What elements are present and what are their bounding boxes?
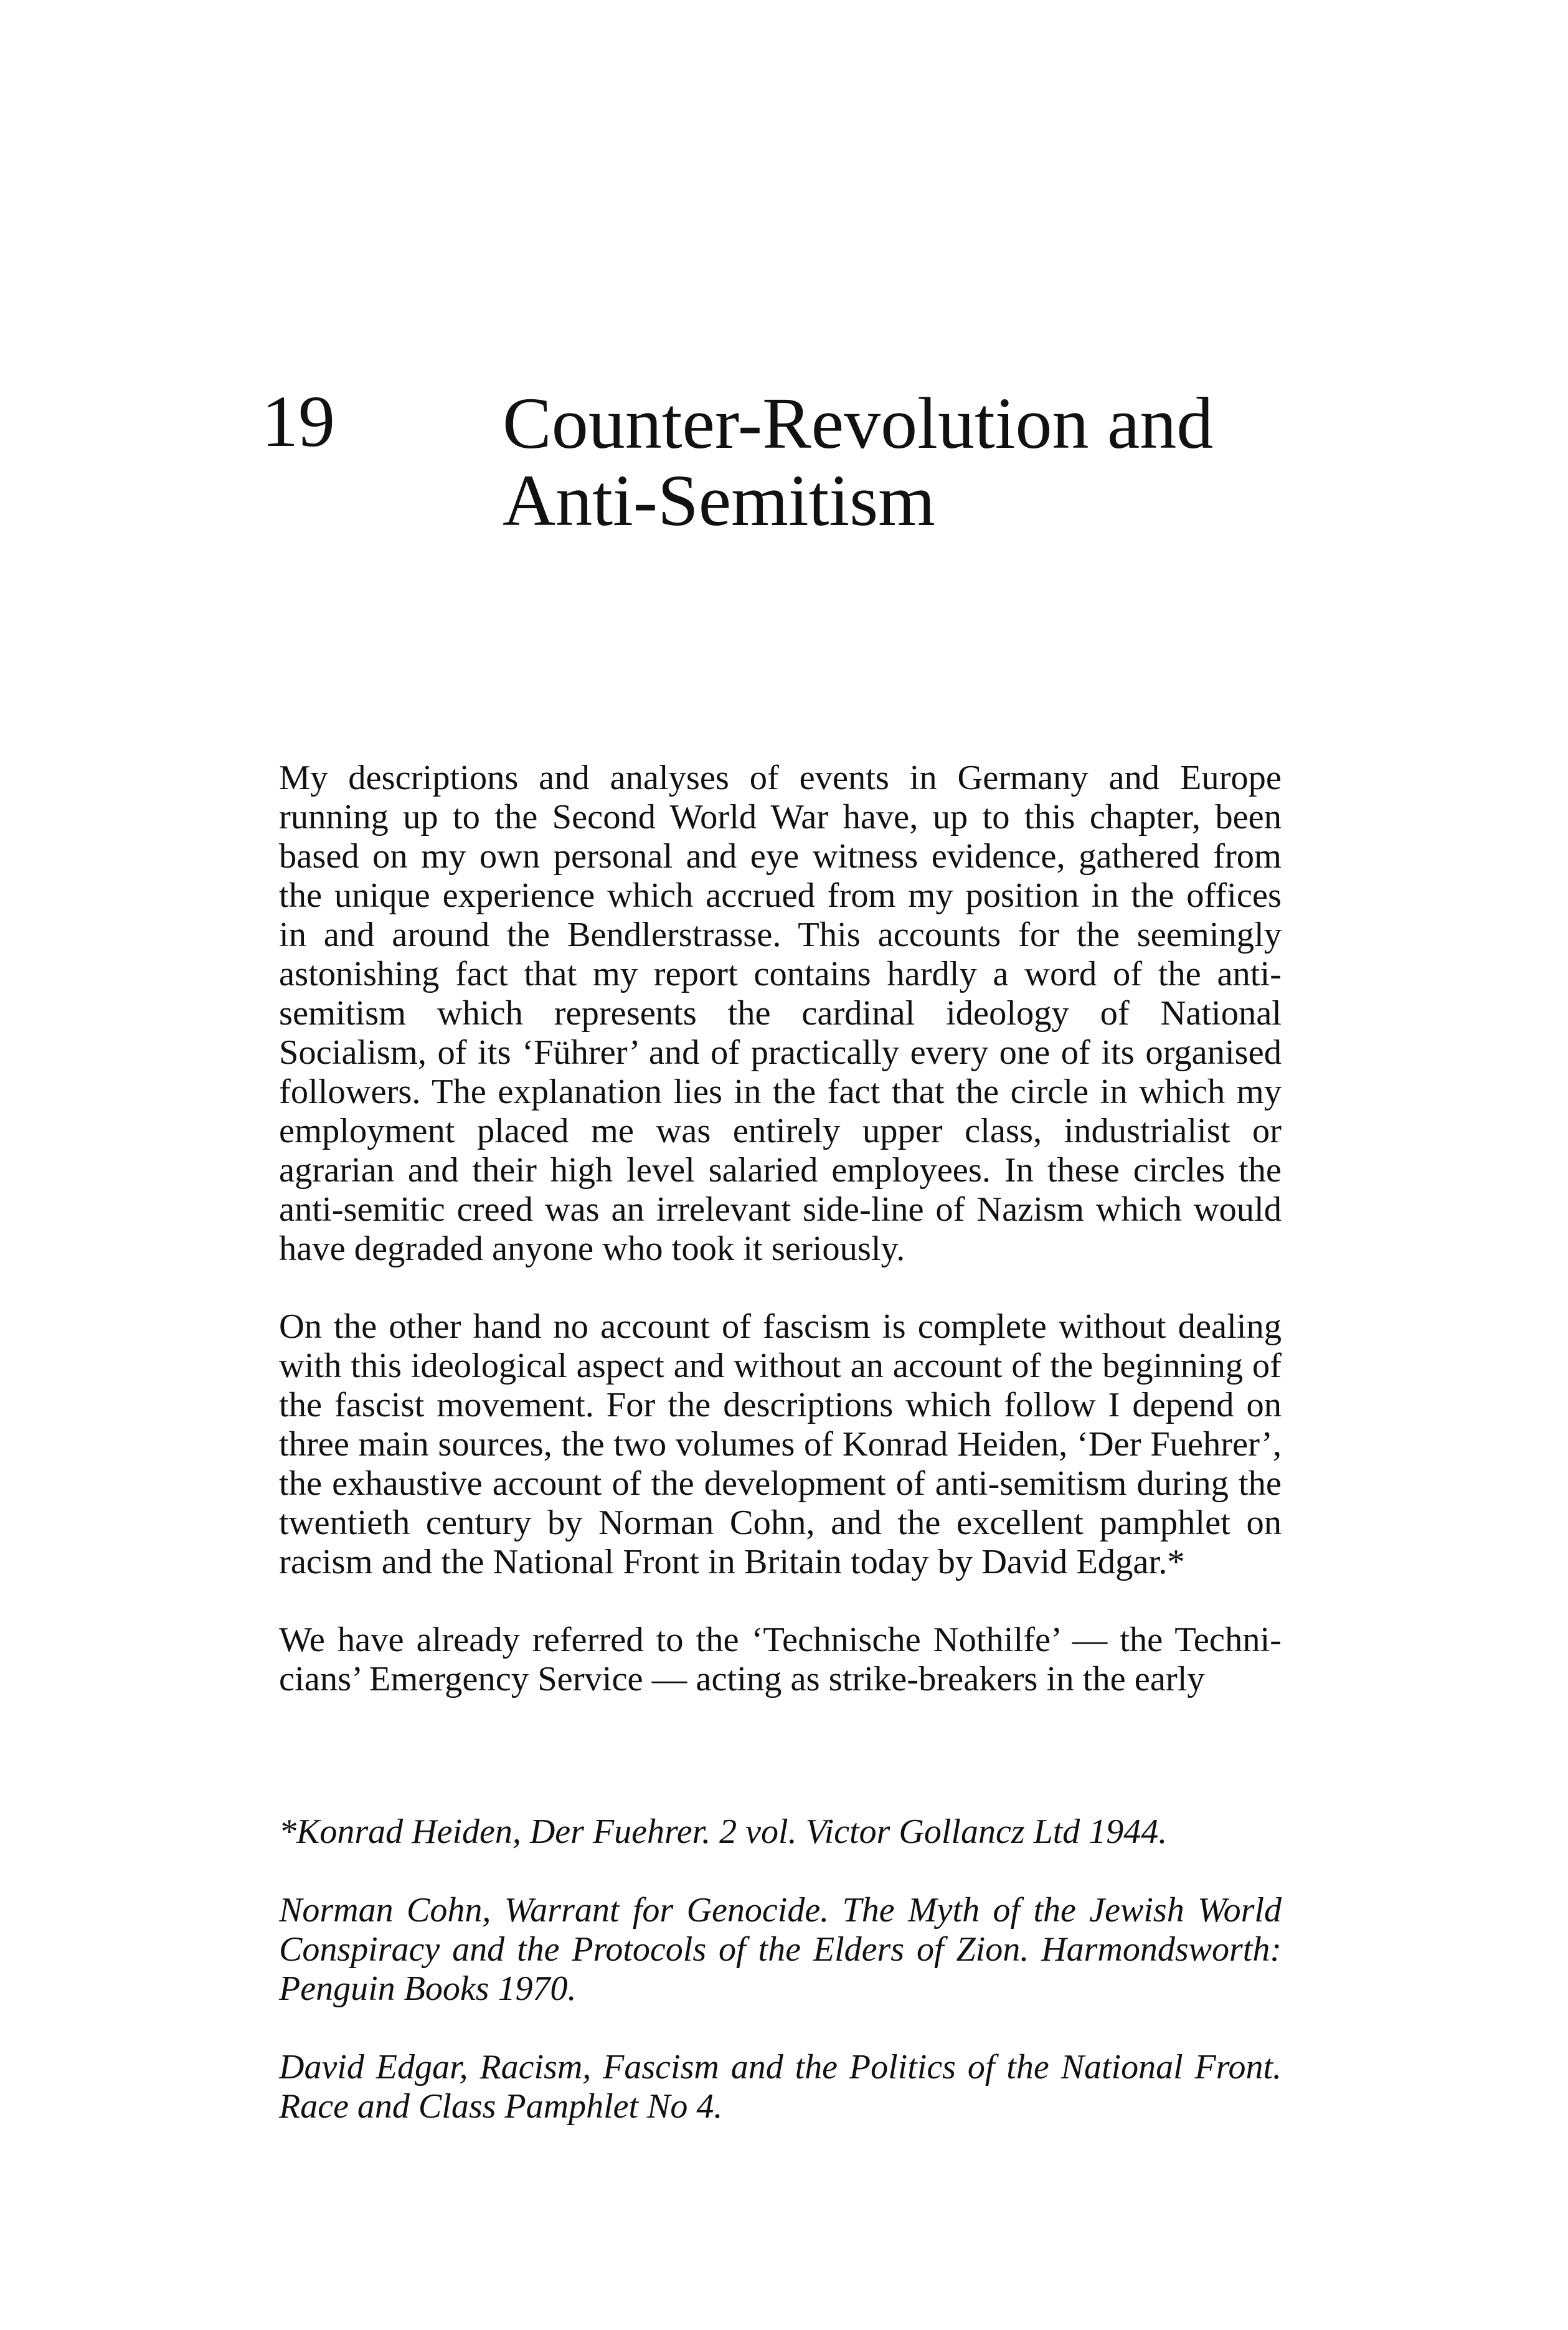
chapter-title-line-1: Counter-Revolution and: [503, 382, 1214, 464]
paragraph-3: We have already referred to the ‘Technische Nothilfe’ — the Technicians’ Emergency Service — acting as strike-breakers in the early: [279, 1621, 1282, 1698]
footnote-cohn: Norman Cohn, Warrant for Genocide. The Myth of the Jewish World Conspiracy and the Protocols of the Elders of Zion. Harmondsworth: Penguin Books 1970.: [279, 1891, 1282, 2008]
paragraph-2: On the other hand no account of fascism is complete without dealing with this ideological aspect and without an account of the beginning of the fascist movement. For the descriptions which follow I depend on three main sources, the two volumes of Konrad Heiden, ‘Der Fuehrer’, the exhaustive account of the development of anti-semitism during the twentieth century by Norman Cohn, and the excellent pamphlet on racism and the National Front in Britain today by David Edgar.*: [279, 1307, 1282, 1581]
chapter-title: [503, 382, 1437, 541]
chapter-title-line-2: Anti-Semitism: [503, 460, 935, 541]
body-text: [279, 759, 1282, 1738]
footnotes: [279, 1812, 1282, 2166]
footnote-heiden: *Konrad Heiden, Der Fuehrer. 2 vol. Victor Gollancz Ltd 1944.: [279, 1812, 1168, 1851]
footnote-edgar: David Edgar, Racism, Fascism and the Politics of the National Front. Race and Class Pamphlet No 4.: [279, 2048, 1282, 2126]
paragraph-1: My descriptions and analyses of events in Germany and Europe running up to the Second World War have, up to this chapter, been based on my own personal and eye witness evidence, gathered from the unique experience which accrued from my position in the offices in and around the Bendlerstrasse. This accounts for the seemingly astonishing fact that my report contains hardly a word of the anti-semitism which represents the cardinal ideology of National Socialism, of its ‘Führer’ and of practically every one of its organised followers. The explanation lies in the fact that the circle in which my employment placed me was entirely upper class, industrialist or agrarian and their high level salaried employees. In these circles the anti-semitic creed was an irrelevant side-line of Nazism which would have degraded anyone who took it seriously.: [279, 759, 1282, 1268]
chapter-number: 19: [262, 381, 335, 462]
